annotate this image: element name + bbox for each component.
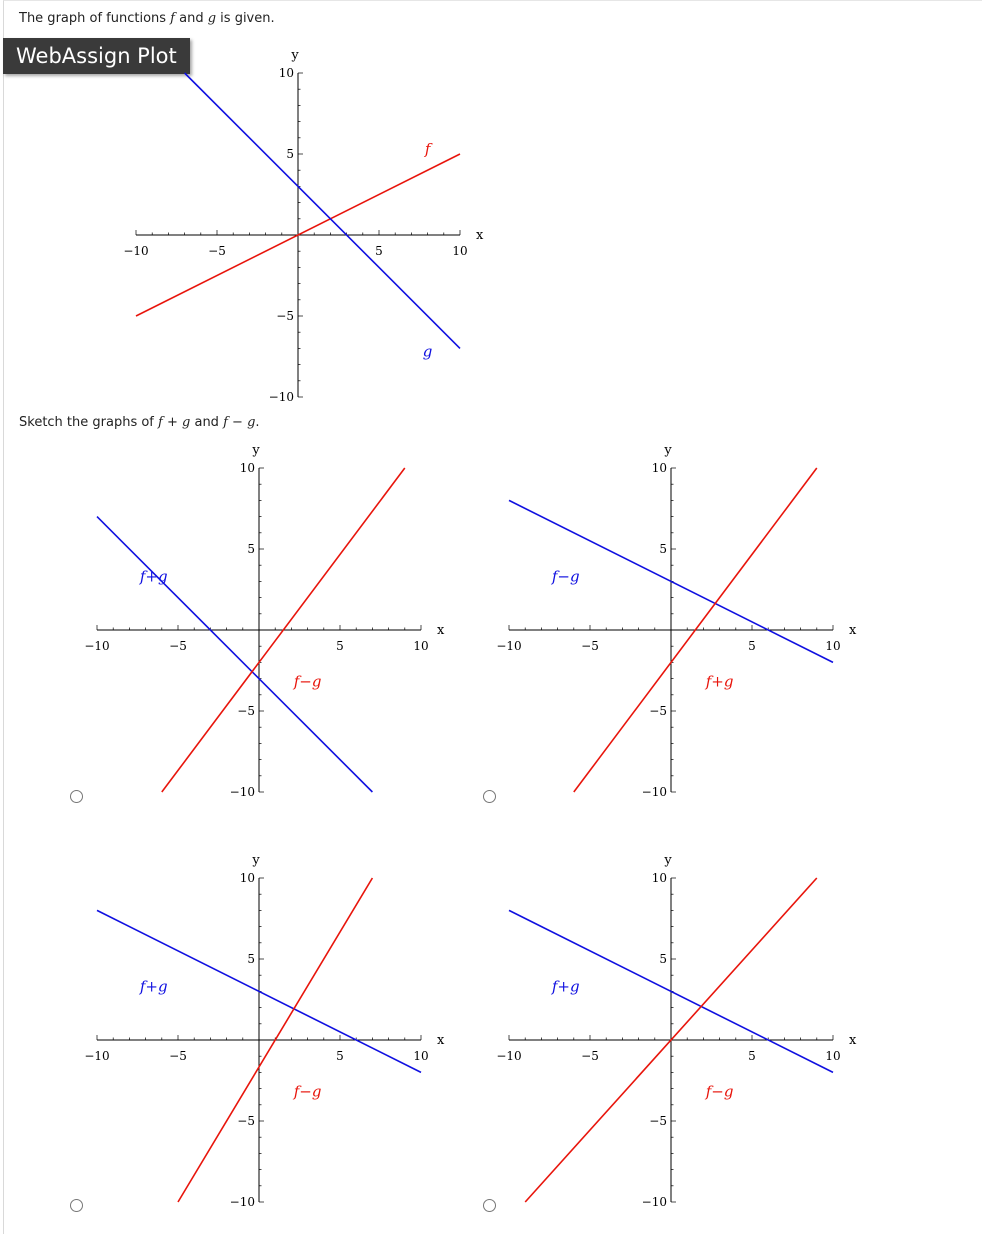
webassign-plot-badge: WebAssign Plot xyxy=(3,38,190,74)
y-tick-label: −10 xyxy=(268,390,294,404)
instruction-text: Sketch the graphs of xyxy=(19,415,159,430)
x-tick-label: −5 xyxy=(169,1049,187,1063)
x-tick-label: −5 xyxy=(581,639,599,653)
y-tick-label: −10 xyxy=(641,1195,667,1209)
x-tick-label: 5 xyxy=(375,244,383,258)
series-line-g xyxy=(185,73,460,348)
intro-g: g xyxy=(207,11,217,26)
y-tick-label: −10 xyxy=(229,1195,255,1209)
instruction-f2: f xyxy=(223,415,228,430)
x-tick-label: 10 xyxy=(452,244,468,258)
curve-label: f−g xyxy=(705,1082,734,1101)
choice-d-plot xyxy=(496,853,857,1209)
y-axis-label: y xyxy=(291,48,299,63)
y-tick-label: −10 xyxy=(229,785,255,799)
curve-label: f+g xyxy=(139,567,168,586)
y-tick-label: −10 xyxy=(641,785,667,799)
x-axis-label: x xyxy=(849,1033,857,1048)
y-axis-label: y xyxy=(252,853,260,868)
x-tick-label: 10 xyxy=(413,1049,429,1063)
x-tick-label: −5 xyxy=(581,1049,599,1063)
y-tick-label: −5 xyxy=(649,704,667,718)
y-tick-label: 5 xyxy=(286,147,294,161)
y-tick-label: 10 xyxy=(239,871,255,885)
y-tick-label: 10 xyxy=(651,871,667,885)
instruction-end: . xyxy=(255,415,260,430)
given-plot xyxy=(123,48,484,404)
intro-f: f xyxy=(170,11,175,26)
series-line-f+g xyxy=(97,517,372,792)
x-tick-label: −10 xyxy=(496,639,522,653)
x-tick-label: 10 xyxy=(413,639,429,653)
intro-and: and xyxy=(174,11,208,26)
x-tick-label: −10 xyxy=(123,244,149,258)
y-tick-label: 5 xyxy=(659,542,667,556)
question-intro xyxy=(19,11,275,26)
x-tick-label: 10 xyxy=(825,1049,841,1063)
x-axis-label: x xyxy=(437,1033,445,1048)
x-axis-label: x xyxy=(437,623,445,638)
y-tick-label: −5 xyxy=(237,1114,255,1128)
x-tick-label: −5 xyxy=(169,639,187,653)
y-tick-label: 5 xyxy=(247,952,255,966)
y-tick-label: 5 xyxy=(247,542,255,556)
y-axis-label: y xyxy=(664,443,672,458)
instruction-f1: f xyxy=(158,415,163,430)
x-tick-label: 5 xyxy=(748,1049,756,1063)
y-axis-label: y xyxy=(664,853,672,868)
x-tick-label: −10 xyxy=(84,639,110,653)
instruction-g1: g xyxy=(182,415,191,430)
y-tick-label: −5 xyxy=(649,1114,667,1128)
curve-label: f+g xyxy=(139,977,168,996)
intro-text: The graph of functions xyxy=(19,11,171,26)
curve-label: f−g xyxy=(293,672,322,691)
y-tick-label: 10 xyxy=(278,66,294,80)
curve-label: f+g xyxy=(705,672,734,691)
question-instruction xyxy=(19,415,260,430)
y-tick-label: −5 xyxy=(276,309,294,323)
intro-end: is given. xyxy=(216,11,275,26)
x-tick-label: 5 xyxy=(748,639,756,653)
instruction-and: and xyxy=(190,415,224,430)
y-tick-label: −5 xyxy=(237,704,255,718)
curve-label: f+g xyxy=(551,977,580,996)
x-axis-label: x xyxy=(476,228,484,243)
choice-c-plot xyxy=(84,853,445,1209)
choice-a-plot xyxy=(84,443,445,799)
x-tick-label: −5 xyxy=(208,244,226,258)
y-tick-label: 10 xyxy=(239,461,255,475)
x-tick-label: −10 xyxy=(496,1049,522,1063)
choice-b-radio[interactable] xyxy=(483,790,496,803)
y-axis-label: y xyxy=(252,443,260,458)
x-tick-label: 5 xyxy=(336,1049,344,1063)
curve-label: f−g xyxy=(293,1082,322,1101)
x-axis-label: x xyxy=(849,623,857,638)
choice-c-radio[interactable] xyxy=(70,1199,83,1212)
instruction-plus: + xyxy=(162,415,183,430)
x-tick-label: 5 xyxy=(336,639,344,653)
y-tick-label: 10 xyxy=(651,461,667,475)
x-tick-label: 10 xyxy=(825,639,841,653)
instruction-minus: − xyxy=(227,415,248,430)
instruction-g2: g xyxy=(247,415,256,430)
y-tick-label: 5 xyxy=(659,952,667,966)
curve-label: g xyxy=(422,342,433,361)
choice-a-radio[interactable] xyxy=(70,790,83,803)
curve-label: f−g xyxy=(551,567,580,586)
x-tick-label: −10 xyxy=(84,1049,110,1063)
choice-d-radio[interactable] xyxy=(483,1199,496,1212)
choice-b-plot xyxy=(496,443,857,799)
curve-label: f xyxy=(424,140,431,158)
